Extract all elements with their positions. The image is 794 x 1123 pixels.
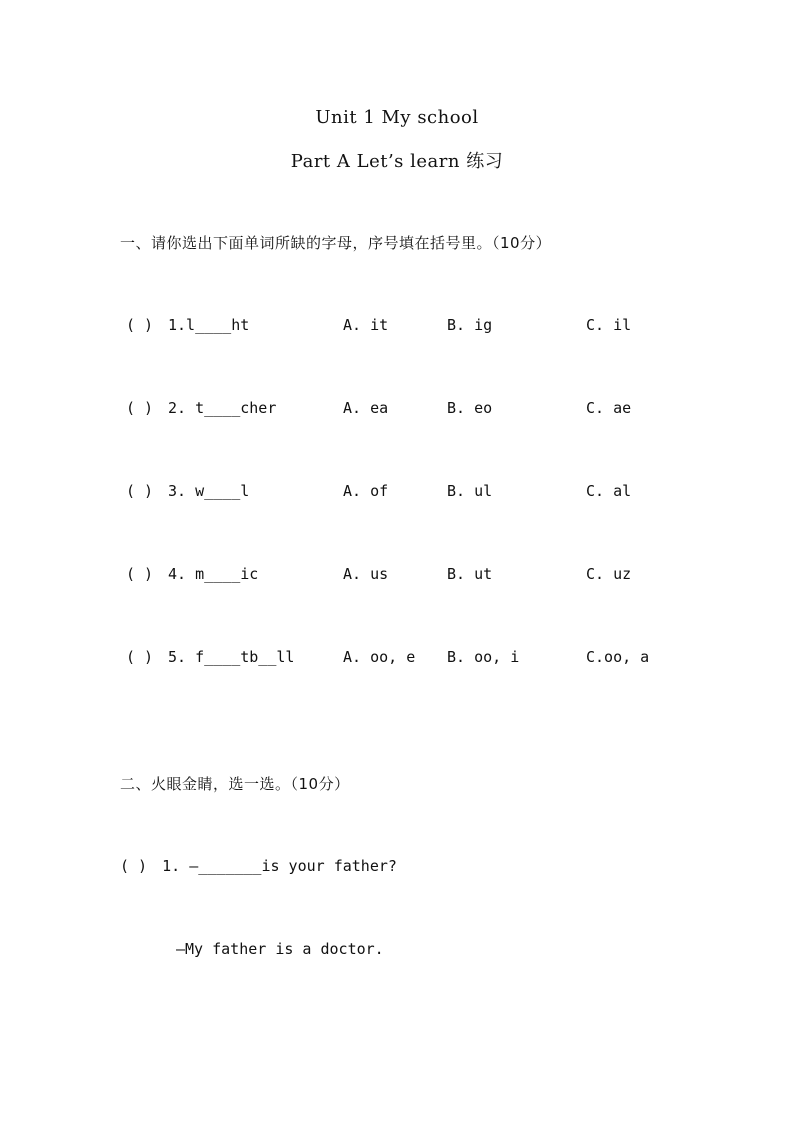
option-a: A. us <box>343 565 389 583</box>
question-row <box>0 482 794 504</box>
option-a: A. oo, e <box>343 648 416 666</box>
option-a: A. of <box>343 482 389 500</box>
option-c: C. al <box>586 482 632 500</box>
answer-blank[interactable]: ( ) <box>126 565 154 583</box>
option-b: B. ut <box>447 565 493 583</box>
answer-blank[interactable]: ( ) <box>120 857 148 875</box>
option-a: A. ea <box>343 399 389 417</box>
option-a: A. it <box>343 316 389 334</box>
dialogue-answer: —My father is a doctor. <box>176 940 384 958</box>
answer-blank[interactable]: ( ) <box>126 399 154 417</box>
worksheet-title: Unit 1 My school <box>315 107 479 128</box>
question-text: 2. t____cher <box>168 399 277 417</box>
question-row <box>0 565 794 587</box>
question-row <box>0 316 794 338</box>
worksheet-subtitle: Part A Let’s learn 练习 <box>290 151 504 172</box>
question-text: 3. w____l <box>168 482 250 500</box>
option-b: B. ig <box>447 316 493 334</box>
option-b: B. oo, i <box>447 648 520 666</box>
option-b: B. eo <box>447 399 493 417</box>
question-text: 5. f____tb__ll <box>168 648 295 666</box>
question-text: 4. m____ic <box>168 565 259 583</box>
question-row <box>0 648 794 670</box>
question-row <box>0 399 794 421</box>
option-c: C. il <box>586 316 632 334</box>
question-text: 1. —_______is your father? <box>162 857 397 875</box>
option-c: C. ae <box>586 399 632 417</box>
question-row <box>120 857 397 875</box>
section-1-heading: 一、请你选出下面单词所缺的字母，序号填在括号里。（10分） <box>120 234 552 252</box>
answer-blank[interactable]: ( ) <box>126 316 154 334</box>
answer-blank[interactable]: ( ) <box>126 482 154 500</box>
question-text: 1.l____ht <box>168 316 250 334</box>
option-c: C.oo, a <box>586 648 650 666</box>
section-2-heading: 二、火眼金睛，选一选。（10分） <box>120 775 350 793</box>
option-c: C. uz <box>586 565 632 583</box>
answer-blank[interactable]: ( ) <box>126 648 154 666</box>
option-b: B. ul <box>447 482 493 500</box>
